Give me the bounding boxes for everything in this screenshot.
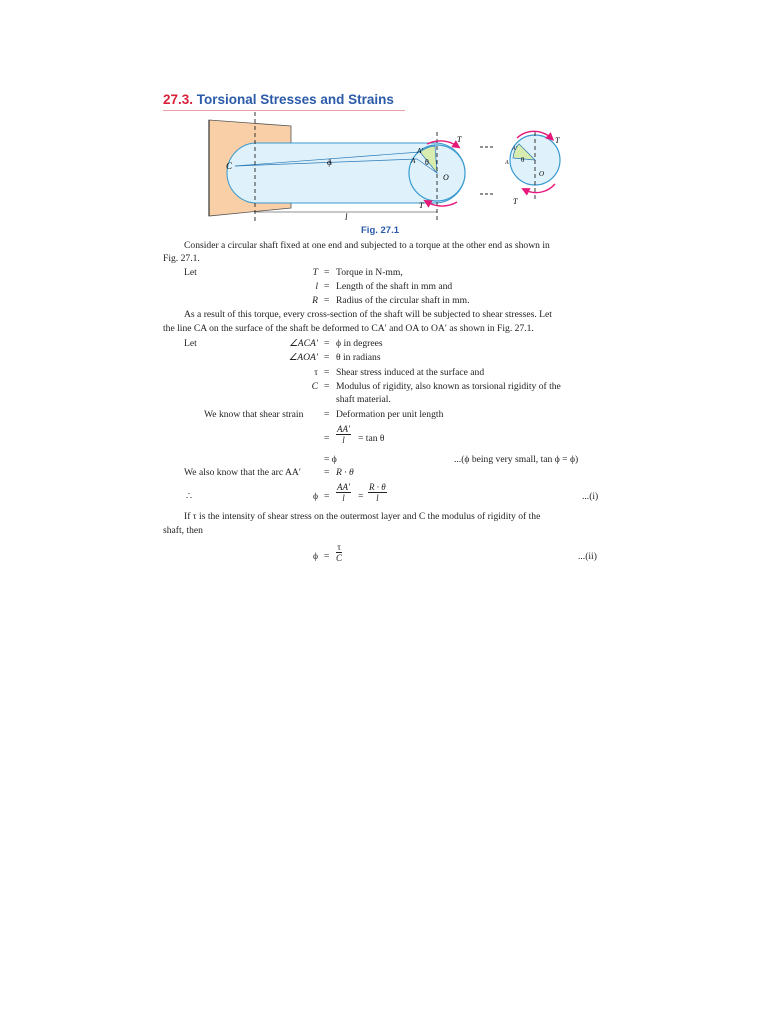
section-title: Torsional Stresses and Strains bbox=[196, 92, 394, 107]
therefore-f2-num: R · θ bbox=[369, 482, 386, 492]
let1-eq-2: = bbox=[324, 295, 330, 306]
therefore-f2-den: l bbox=[376, 493, 379, 503]
final-eq: = bbox=[324, 551, 330, 562]
label-T-top: T bbox=[457, 135, 462, 144]
strain-tan: = tan θ bbox=[358, 433, 385, 444]
section-heading bbox=[163, 92, 394, 107]
let2-eq-2: = bbox=[324, 367, 330, 378]
strain-eq-2: = bbox=[324, 433, 330, 444]
label-Aprime: A′ bbox=[417, 147, 423, 155]
label-T-side-bottom: T bbox=[513, 197, 518, 206]
let2-eq-0: = bbox=[324, 338, 330, 349]
therefore-ref: ...(i) bbox=[582, 491, 599, 502]
let2-desc-1: θ in radians bbox=[336, 352, 381, 363]
therefore-mid: = bbox=[358, 491, 364, 502]
let2-sym-1: ∠AOA′ bbox=[288, 352, 318, 363]
para1-line2: Fig. 27.1. bbox=[163, 253, 200, 264]
strain-desc: Deformation per unit length bbox=[336, 409, 444, 420]
para2-line1: As a result of this torque, every cross-section of the shaft will be subjected to shear stresses. Let bbox=[184, 309, 552, 320]
strain-fraction bbox=[336, 424, 351, 445]
para3-line1: If τ is the intensity of shear stress on the outermost layer and C the modulus of rigidity of the bbox=[184, 511, 541, 522]
heading-rule bbox=[163, 110, 405, 111]
label-C: C bbox=[226, 161, 233, 171]
therefore-symbol: ∴ bbox=[186, 491, 193, 502]
let2-sym-3: C bbox=[311, 381, 318, 392]
let1-eq-1: = bbox=[324, 281, 330, 292]
strain-label: We know that shear strain bbox=[204, 409, 304, 420]
final-ref: ...(ii) bbox=[578, 551, 597, 562]
let1-eq-0: = bbox=[324, 267, 330, 278]
label-l: l bbox=[345, 212, 348, 222]
let1-desc-2: Radius of the circular shaft in mm. bbox=[336, 295, 470, 306]
let2-eq-3: = bbox=[324, 381, 330, 392]
therefore-eq: = bbox=[324, 491, 330, 502]
let2-cont: shaft material. bbox=[336, 394, 391, 405]
arc-label: We also know that the arc AA′ bbox=[184, 467, 301, 478]
label-O-side: O bbox=[539, 170, 545, 178]
final-den: C bbox=[336, 553, 343, 563]
label-T-side-top: T bbox=[555, 136, 560, 145]
label-A-side: A bbox=[505, 160, 509, 166]
therefore-f1-num: AA′ bbox=[337, 482, 350, 492]
therefore-frac-1 bbox=[336, 482, 351, 503]
strain-frac-den: l bbox=[342, 435, 345, 445]
let1-desc-0: Torque in N-mm, bbox=[336, 267, 403, 278]
arc-desc: R · θ bbox=[336, 467, 354, 478]
label-A: A bbox=[411, 157, 416, 165]
final-num: τ bbox=[337, 542, 341, 552]
therefore-frac-2 bbox=[368, 482, 387, 503]
let2-desc-0: ϕ in degrees bbox=[336, 338, 383, 349]
arc-eq: = bbox=[324, 467, 330, 478]
section-number: 27.3. bbox=[163, 92, 194, 107]
para2-line2: the line CA on the surface of the shaft be deformed to CA′ and OA to OA′ as shown in Fig. 27.1. bbox=[163, 323, 534, 334]
therefore-f1-den: l bbox=[342, 493, 345, 503]
let1-desc-1: Length of the shaft in mm and bbox=[336, 281, 453, 292]
let2-desc-3: Modulus of rigidity, also known as torsional rigidity of the bbox=[336, 381, 561, 392]
label-O: O bbox=[443, 173, 449, 182]
let2-label: Let bbox=[184, 338, 197, 349]
strain-frac-num: AA′ bbox=[337, 424, 350, 434]
let2-desc-2: Shear stress induced at the surface and bbox=[336, 367, 485, 378]
label-theta-side: θ bbox=[521, 156, 525, 164]
let1-label: Let bbox=[184, 267, 197, 278]
let1-sym-1: l bbox=[315, 281, 318, 292]
let2-sym-2: τ bbox=[314, 367, 318, 378]
figure-caption: Fig. 27.1 bbox=[361, 225, 400, 236]
let2-sym-0: ∠ACA′ bbox=[289, 338, 318, 349]
final-fraction bbox=[336, 542, 342, 563]
label-T-bottom: T bbox=[419, 201, 424, 210]
strain-note: ...(ϕ being very small, tan ϕ = ϕ) bbox=[454, 454, 579, 465]
strain-phi: = ϕ bbox=[324, 454, 337, 465]
strain-eq: = bbox=[324, 409, 330, 420]
therefore-lhs: ϕ bbox=[312, 491, 318, 502]
figure-27-1 bbox=[195, 112, 575, 224]
label-phi: ϕ bbox=[327, 158, 332, 167]
label-Aprime-side: A′ bbox=[512, 146, 517, 152]
final-lhs: ϕ bbox=[312, 551, 318, 562]
para3-line2: shaft, then bbox=[163, 525, 203, 536]
let1-sym-2: R bbox=[312, 295, 318, 306]
let1-sym-0: T bbox=[312, 267, 318, 278]
para1-line1: Consider a circular shaft fixed at one end and subjected to a torque at the other end as shown in bbox=[184, 240, 550, 251]
label-theta: θ bbox=[425, 158, 429, 167]
let2-eq-1: = bbox=[324, 352, 330, 363]
